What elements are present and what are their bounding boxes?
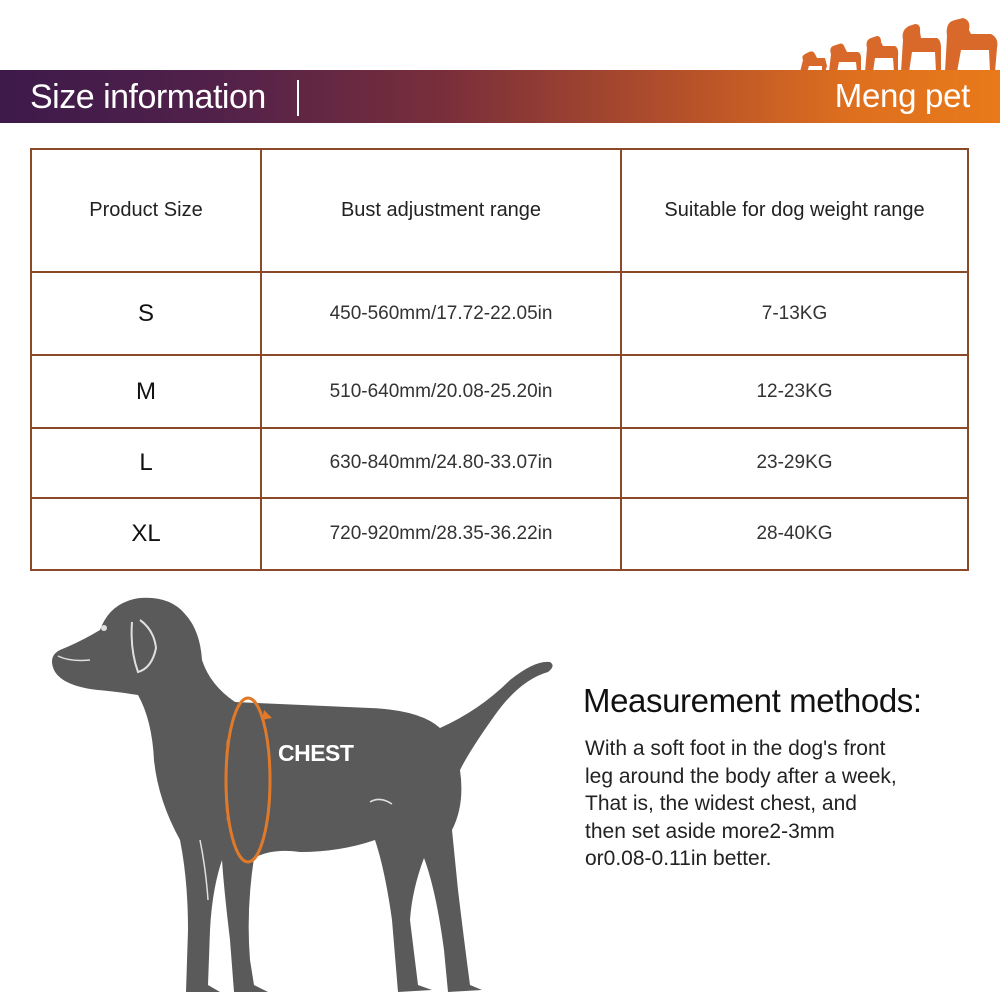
bust-cell: 510-640mm/20.08-25.20in (261, 355, 621, 428)
dogs-logo-icon (795, 8, 1000, 74)
table-row (31, 428, 968, 498)
measurement-title: Measurement methods: (583, 682, 922, 719)
table-header-row (31, 149, 968, 272)
description-line: then set aside more2-3mm (585, 819, 835, 843)
description-line: That is, the widest chest, and (585, 792, 857, 815)
banner-title: Size information (30, 78, 266, 116)
weight-cell: 12-23KG (621, 355, 968, 428)
column-header: Bust adjustment range (261, 149, 621, 272)
size-cell: S (31, 272, 261, 355)
measurement-description (585, 735, 985, 873)
weight-cell: 7-13KG (621, 272, 968, 355)
bust-cell: 450-560mm/17.72-22.05in (261, 272, 621, 355)
description-line: or0.08-0.11in better. (585, 847, 772, 870)
table-row (31, 272, 968, 355)
size-cell: M (31, 355, 261, 428)
size-table (30, 148, 969, 571)
brand-name: Meng pet (834, 77, 970, 114)
size-cell: XL (31, 498, 261, 570)
weight-cell: 28-40KG (621, 498, 968, 570)
column-header: Product Size (31, 149, 261, 272)
bust-cell: 720-920mm/28.35-36.22in (261, 498, 621, 570)
size-cell: L (31, 428, 261, 498)
table-row (31, 355, 968, 428)
weight-cell: 23-29KG (621, 428, 968, 498)
column-header: Suitable for dog weight range (621, 149, 968, 272)
bust-cell: 630-840mm/24.80-33.07in (261, 428, 621, 498)
chest-label: CHEST (278, 740, 354, 766)
banner-divider (297, 80, 299, 116)
description-line: With a soft foot in the dog's front (585, 737, 886, 760)
dog-silhouette-icon (40, 590, 560, 1000)
table-row (31, 498, 968, 570)
description-line: leg around the body after a week, (585, 764, 897, 788)
